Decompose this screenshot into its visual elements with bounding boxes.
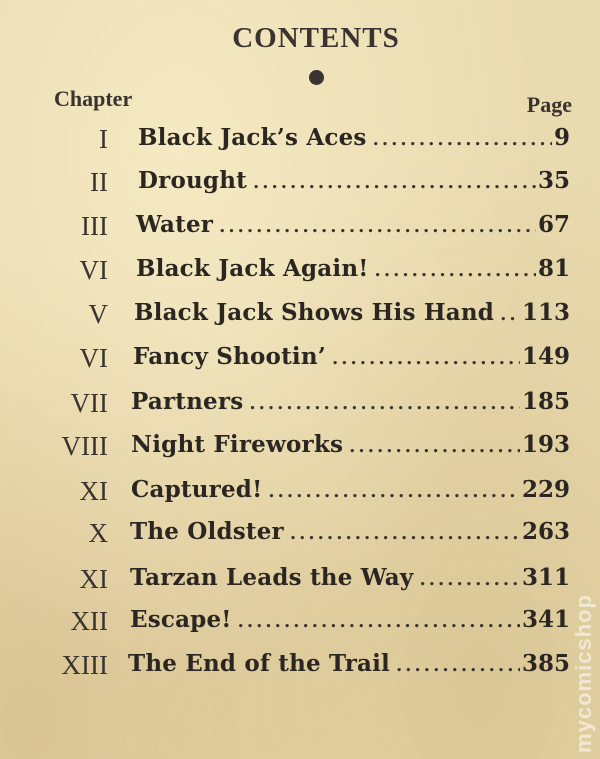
toc-entry <box>0 299 600 339</box>
chapter-title: Black Jack’s Aces <box>138 124 367 151</box>
page-number: 9 <box>553 124 570 151</box>
chapter-title: The Oldster <box>130 518 284 545</box>
page-number: 229 <box>521 476 570 503</box>
page-number: 185 <box>521 388 570 415</box>
page-number: 35 <box>537 167 570 194</box>
toc-entry <box>0 564 600 604</box>
dot-leader <box>332 348 520 369</box>
page-column-label: Page <box>526 92 572 117</box>
page-number: 113 <box>521 299 570 326</box>
chapter-number: VII <box>70 388 108 418</box>
chapter-number: V <box>88 299 108 329</box>
dot-leader <box>219 216 536 237</box>
ornament-dot <box>309 70 324 85</box>
dot-leader <box>268 481 520 502</box>
toc-entry <box>0 343 600 383</box>
dot-leader <box>500 304 520 325</box>
chapter-number: VIII <box>61 431 108 461</box>
toc-entry <box>0 650 600 690</box>
chapter-title: Tarzan Leads the Way <box>130 564 414 591</box>
chapter-title: Captured! <box>131 476 263 503</box>
dot-leader <box>373 129 552 150</box>
page-number: 193 <box>521 431 570 458</box>
chapter-title: Black Jack Shows His Hand <box>134 299 495 326</box>
dot-leader <box>249 393 520 414</box>
toc-entry <box>0 476 600 516</box>
dot-leader <box>349 436 520 457</box>
page-number: 341 <box>521 606 570 633</box>
chapter-title: Night Fireworks <box>131 431 344 458</box>
toc-entry <box>0 167 600 207</box>
dot-leader <box>396 655 520 676</box>
chapter-title: Fancy Shootin’ <box>133 343 326 370</box>
chapter-number: XIII <box>61 650 108 680</box>
chapter-column-label: Chapter <box>54 86 133 111</box>
dot-leader <box>375 260 536 281</box>
chapter-number: III <box>81 211 108 241</box>
toc-entry <box>0 124 600 164</box>
page-number: 149 <box>521 343 570 370</box>
toc-entry <box>0 518 600 558</box>
page-number: 311 <box>521 564 570 591</box>
page-number: 385 <box>521 650 570 677</box>
contents-heading: CONTENTS <box>232 22 400 54</box>
chapter-number: I <box>99 124 108 154</box>
chapter-title: The End of the Trail <box>128 650 390 677</box>
dot-leader <box>290 523 520 544</box>
chapter-number: XI <box>79 564 108 594</box>
chapter-title: Black Jack Again! <box>136 255 369 282</box>
chapter-number: VI <box>79 343 108 373</box>
dot-leader <box>419 569 520 590</box>
chapter-title: Water <box>136 211 214 238</box>
toc-entry <box>0 431 600 471</box>
toc-entry <box>0 255 600 295</box>
chapter-number: XI <box>79 476 108 506</box>
chapter-title: Drought <box>138 167 247 194</box>
chapter-number: II <box>90 167 108 197</box>
dot-leader <box>238 611 520 632</box>
chapter-number: XII <box>70 606 108 636</box>
toc-entry <box>0 606 600 646</box>
chapter-title: Partners <box>131 388 244 415</box>
page-number: 263 <box>521 518 570 545</box>
toc-entry <box>0 388 600 428</box>
page-number: 81 <box>537 255 570 282</box>
toc-entry <box>0 211 600 251</box>
page-number: 67 <box>537 211 570 238</box>
chapter-number: VI <box>79 255 108 285</box>
watermark-logo: mycomicshop <box>571 594 596 753</box>
dot-leader <box>253 172 536 193</box>
chapter-title: Escape! <box>130 606 232 633</box>
chapter-number: X <box>88 518 108 548</box>
